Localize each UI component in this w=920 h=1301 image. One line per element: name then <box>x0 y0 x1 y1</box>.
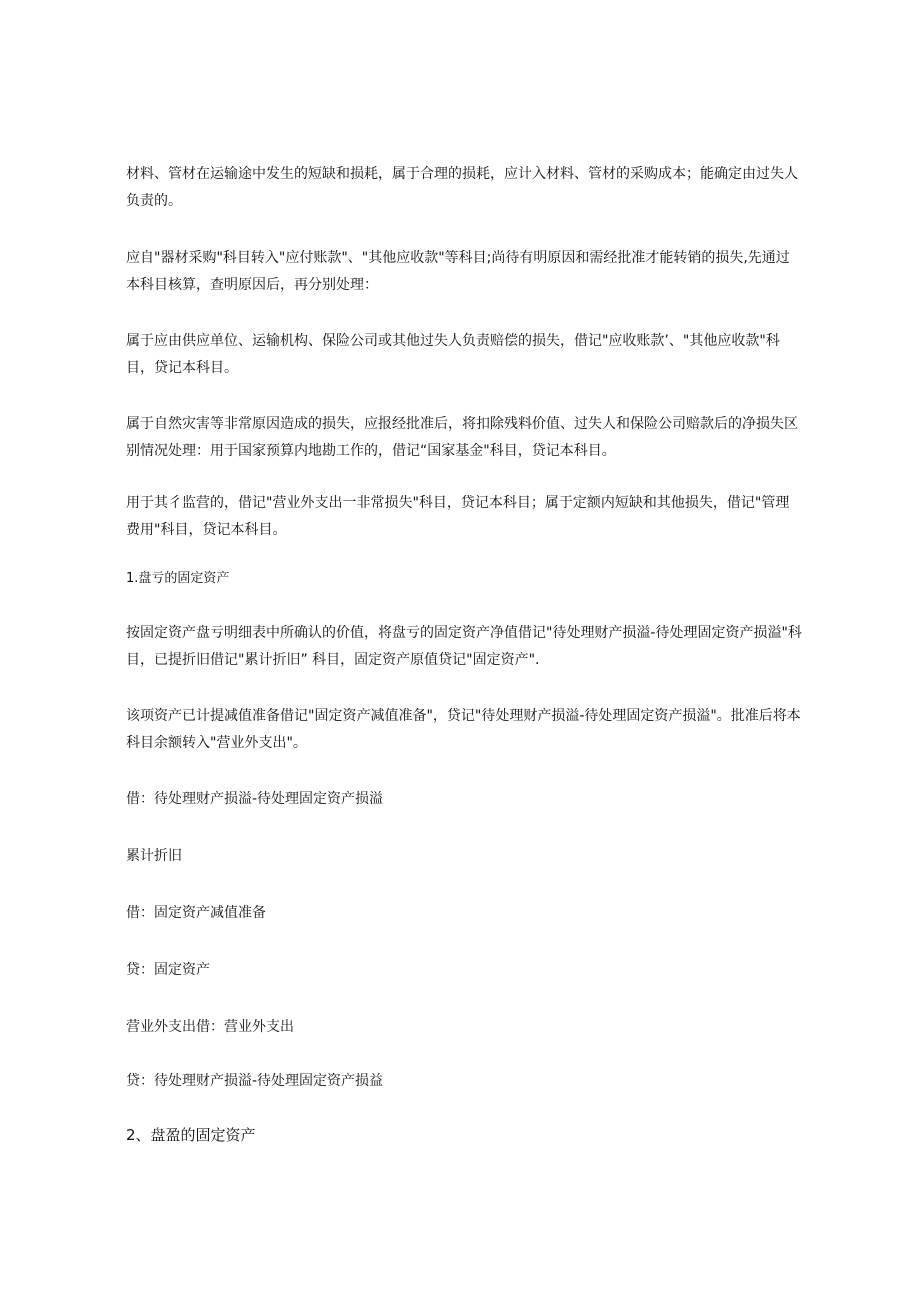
paragraph-other-operations: 用于其彳监营的，借记"营业外支出一非常损失"科目，贷记本科目；属于定额内短缺和其他损失，借记"管理费用"科目，贷记本科目。 <box>126 495 790 538</box>
paragraph-material-shortage: 材料、管材在运输途中发生的短缺和损耗，属于合理的损耗，应计入材料、管材的采购成本；能确定由过失人负责的。 <box>126 166 798 209</box>
journal-line-accumulated-depreciation: 累计折旧 <box>126 848 182 864</box>
section-heading-fixed-asset-loss: 1.盘亏的固定资产 <box>126 571 230 586</box>
paragraph-loss-detail: 按固定资产盘亏明细表中所确认的价值，将盘亏的固定资产净值借记"待处理财产损溢-待处理固定资产损溢"科目，已提折旧借记"累计折旧” 科目，固定资产原值贷记"固定资产". <box>126 625 802 668</box>
paragraph-supplier-compensation: 属于应由供应单位、运输机构、保险公司或其他过失人负责赔偿的损失，借记"应收账款’、"其他应收款"科目，贷记本科目。 <box>126 333 780 376</box>
paragraph-impairment: 该项资产已计提减值准备借记"固定资产减值准备"，贷记"待处理财产损溢-待处理固定资产损溢"。批准后将本科目余额转入"营业外支出"。 <box>126 708 801 751</box>
section-heading-fixed-asset-surplus: 2、盘盈的固定资产 <box>126 1126 256 1144</box>
journal-line-debit-impairment: 借：固定资产减值准备 <box>126 905 266 921</box>
journal-line-credit-fixed-asset: 贷：固定资产 <box>126 962 210 978</box>
journal-line-credit-pending: 贷：待处理财产损溢-待处理固定资产损益 <box>126 1073 384 1089</box>
journal-line-debit-pending: 借：待处理财产损溢-待处理固定资产损溢 <box>126 791 384 807</box>
paragraph-natural-disaster-loss: 属于自然灾害等非常原因造成的损失，应报经批准后，将扣除残料价值、过失人和保险公司赔款后的净损失区别情况处理：用于国家预算内地勘工作的，借记“国家基金"科目，贷记本科目。 <box>126 416 798 459</box>
paragraph-transfer-accounts: 应自"器材采购"科目转入"应付账款"、"其他应收款"等科目;尚待有明原因和需经批准才能转销的损失,先通过本科目核算，查明原因后，再分别处理： <box>126 250 790 293</box>
journal-line-non-operating-expense: 营业外支出借：营业外支出 <box>126 1019 294 1035</box>
